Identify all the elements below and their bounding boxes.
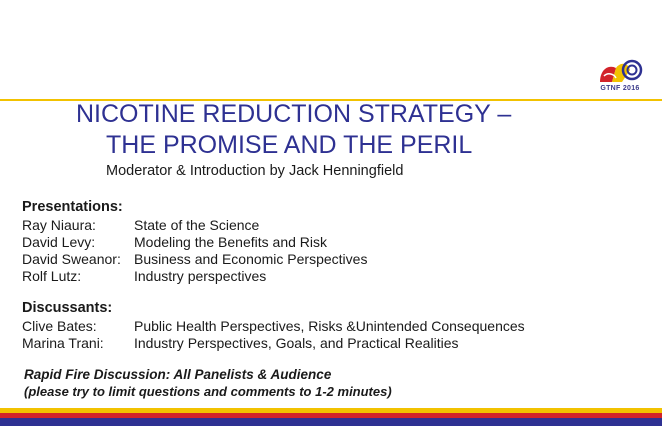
discussant-name: Clive Bates: <box>22 318 97 334</box>
presenter-name: Ray Niaura: <box>22 217 96 233</box>
logo-text: GTNF 2016 <box>600 85 640 92</box>
discussant-topic: Industry Perspectives, Goals, and Practical Realities <box>134 335 459 351</box>
discussant-topic: Public Health Perspectives, Risks &Unintended Consequences <box>134 318 525 334</box>
presenter-name: David Sweanor: <box>22 251 121 267</box>
presenter-name: Rolf Lutz: <box>22 268 82 284</box>
presentation-topic: Business and Economic Perspectives <box>134 251 368 267</box>
discussants-heading: Discussants: <box>22 300 113 316</box>
presentation-topic: Modeling the Benefits and Risk <box>134 234 327 250</box>
footer-stripe-blue <box>0 418 662 426</box>
title-line-2: THE PROMISE AND THE PERIL <box>106 131 473 159</box>
gtnf-logo <box>590 52 650 98</box>
moderator-line: Moderator & Introduction by Jack Henningfield <box>106 163 404 179</box>
discussant-name: Marina Trani: <box>22 335 104 351</box>
presenter-name: David Levy: <box>22 234 96 250</box>
presentations-heading: Presentations: <box>22 199 123 215</box>
rapid-fire-note: (please try to limit questions and comments to 1-2 minutes) <box>24 384 392 399</box>
presentation-topic: State of the Science <box>134 217 260 233</box>
title-line-1: NICOTINE REDUCTION STRATEGY – <box>76 100 512 128</box>
presentation-topic: Industry perspectives <box>134 268 267 284</box>
rapid-fire-title: Rapid Fire Discussion: All Panelists & Audience <box>24 367 332 382</box>
